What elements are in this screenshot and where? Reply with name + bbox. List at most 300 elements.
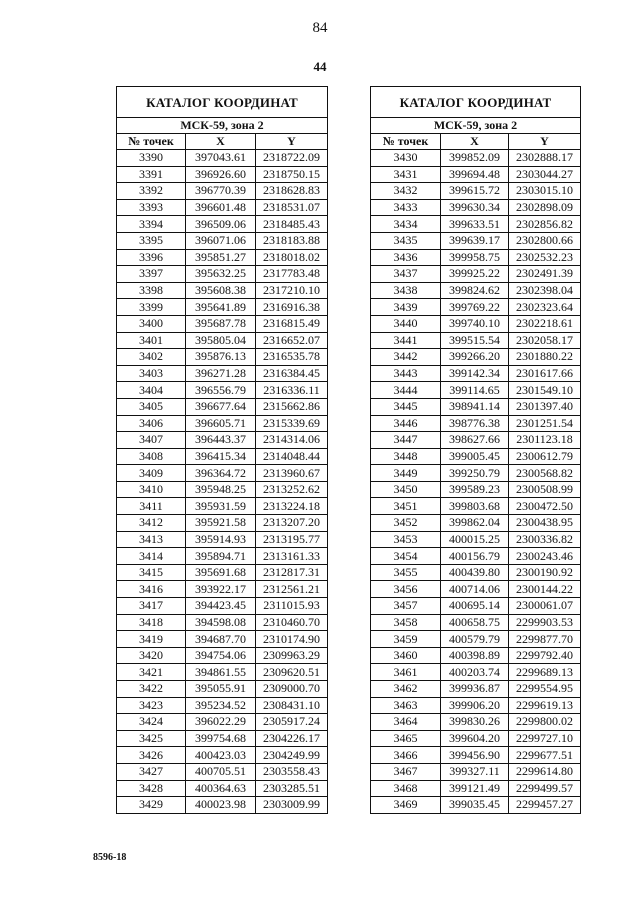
x-coordinate-cell: 399740.10: [441, 315, 509, 332]
y-coordinate-cell: 2300061.07: [509, 598, 581, 615]
point-number-cell: 3465: [371, 730, 441, 747]
point-number-cell: 3452: [371, 515, 441, 532]
x-coordinate-cell: 400423.03: [186, 747, 256, 764]
table-row: [371, 365, 581, 382]
point-number-cell: 3416: [117, 581, 186, 598]
table-row: [371, 614, 581, 631]
y-coordinate-cell: 2302491.39: [509, 266, 581, 283]
table-row: [117, 730, 328, 747]
x-coordinate-cell: 399250.79: [441, 465, 509, 482]
y-coordinate-cell: 2299689.13: [509, 664, 581, 681]
point-number-cell: 3466: [371, 747, 441, 764]
x-coordinate-cell: 395687.78: [186, 315, 256, 332]
y-coordinate-cell: 2300438.95: [509, 515, 581, 532]
y-coordinate-cell: 2315662.86: [256, 398, 328, 415]
point-number-cell: 3456: [371, 581, 441, 598]
point-number-cell: 3445: [371, 398, 441, 415]
x-coordinate-cell: 394687.70: [186, 631, 256, 648]
x-coordinate-cell: 399958.75: [441, 249, 509, 266]
y-coordinate-cell: 2314314.06: [256, 432, 328, 449]
point-number-cell: 3397: [117, 266, 186, 283]
table-row: [117, 183, 328, 200]
point-number-cell: 3420: [117, 647, 186, 664]
y-coordinate-cell: 2313161.33: [256, 548, 328, 565]
point-number-cell: 3446: [371, 415, 441, 432]
table-row: [371, 581, 581, 598]
point-number-cell: 3431: [371, 166, 441, 183]
point-number-cell: 3455: [371, 564, 441, 581]
point-number-cell: 3409: [117, 465, 186, 482]
y-coordinate-cell: 2301251.54: [509, 415, 581, 432]
table-row: [371, 631, 581, 648]
point-number-cell: 3462: [371, 681, 441, 698]
point-number-cell: 3398: [117, 282, 186, 299]
point-number-cell: 3395: [117, 232, 186, 249]
y-coordinate-cell: 2312817.31: [256, 564, 328, 581]
table-row: [371, 465, 581, 482]
table-row: [371, 199, 581, 216]
point-number-cell: 3393: [117, 199, 186, 216]
point-number-cell: 3401: [117, 332, 186, 349]
point-number-cell: 3447: [371, 432, 441, 449]
y-coordinate-cell: 2318183.88: [256, 232, 328, 249]
y-coordinate-cell: 2309000.70: [256, 681, 328, 698]
point-number-cell: 3454: [371, 548, 441, 565]
x-coordinate-cell: 400015.25: [441, 531, 509, 548]
point-number-cell: 3390: [117, 150, 186, 167]
y-coordinate-cell: 2302398.04: [509, 282, 581, 299]
point-number-cell: 3468: [371, 780, 441, 797]
x-coordinate-cell: 396770.39: [186, 183, 256, 200]
table-row: [371, 249, 581, 266]
point-number-cell: 3469: [371, 797, 441, 814]
table-row: [371, 382, 581, 399]
x-coordinate-cell: 399694.48: [441, 166, 509, 183]
point-number-cell: 3460: [371, 647, 441, 664]
x-coordinate-cell: 396022.29: [186, 714, 256, 731]
table-row: [117, 763, 328, 780]
table-row: [117, 714, 328, 731]
point-number-cell: 3423: [117, 697, 186, 714]
x-coordinate-cell: 395805.04: [186, 332, 256, 349]
table-row: [117, 481, 328, 498]
y-coordinate-cell: 2308431.10: [256, 697, 328, 714]
y-coordinate-cell: 2300243.46: [509, 548, 581, 565]
y-coordinate-cell: 2313224.18: [256, 498, 328, 515]
x-coordinate-cell: 395948.25: [186, 481, 256, 498]
x-coordinate-cell: 400398.89: [441, 647, 509, 664]
point-number-cell: 3433: [371, 199, 441, 216]
x-coordinate-cell: 399589.23: [441, 481, 509, 498]
x-coordinate-cell: 399633.51: [441, 216, 509, 233]
y-coordinate-cell: 2316652.07: [256, 332, 328, 349]
x-coordinate-cell: 399142.34: [441, 365, 509, 382]
x-coordinate-cell: 396601.48: [186, 199, 256, 216]
x-coordinate-cell: 398941.14: [441, 398, 509, 415]
x-coordinate-cell: 394598.08: [186, 614, 256, 631]
point-number-cell: 3404: [117, 382, 186, 399]
x-coordinate-cell: 399604.20: [441, 730, 509, 747]
table-row: [117, 166, 328, 183]
y-coordinate-cell: 2299792.40: [509, 647, 581, 664]
y-coordinate-cell: 2302898.09: [509, 199, 581, 216]
point-number-cell: 3415: [117, 564, 186, 581]
table-row: [371, 531, 581, 548]
point-number-cell: 3449: [371, 465, 441, 482]
x-coordinate-cell: 395234.52: [186, 697, 256, 714]
y-coordinate-cell: 2301123.18: [509, 432, 581, 449]
point-number-cell: 3392: [117, 183, 186, 200]
table-row: [117, 797, 328, 814]
table-row: [371, 232, 581, 249]
x-coordinate-cell: 399114.65: [441, 382, 509, 399]
table-row: [371, 415, 581, 432]
table-row: [371, 216, 581, 233]
x-coordinate-cell: 400156.79: [441, 548, 509, 565]
point-number-cell: 3410: [117, 481, 186, 498]
table-row: [117, 365, 328, 382]
table-row: [371, 664, 581, 681]
point-number-cell: 3396: [117, 249, 186, 266]
table-row: [371, 266, 581, 283]
y-coordinate-cell: 2318018.02: [256, 249, 328, 266]
y-coordinate-cell: 2317783.48: [256, 266, 328, 283]
y-coordinate-cell: 2299499.57: [509, 780, 581, 797]
x-coordinate-cell: 395851.27: [186, 249, 256, 266]
catalog-rows: [371, 150, 581, 814]
table-row: [117, 398, 328, 415]
table-row: [117, 531, 328, 548]
column-header-point: № точек: [117, 134, 186, 150]
point-number-cell: 3405: [117, 398, 186, 415]
table-row: [117, 415, 328, 432]
table-row: [117, 614, 328, 631]
x-coordinate-cell: 395691.68: [186, 564, 256, 581]
x-coordinate-cell: 399754.68: [186, 730, 256, 747]
y-coordinate-cell: 2318750.15: [256, 166, 328, 183]
table-row: [371, 282, 581, 299]
x-coordinate-cell: 395641.89: [186, 299, 256, 316]
y-coordinate-cell: 2304226.17: [256, 730, 328, 747]
point-number-cell: 3432: [371, 183, 441, 200]
x-coordinate-cell: 399925.22: [441, 266, 509, 283]
table-row: [371, 332, 581, 349]
y-coordinate-cell: 2303044.27: [509, 166, 581, 183]
table-row: [371, 647, 581, 664]
x-coordinate-cell: 399803.68: [441, 498, 509, 515]
table-row: [117, 681, 328, 698]
table-row: [117, 249, 328, 266]
y-coordinate-cell: 2299619.13: [509, 697, 581, 714]
table-row: [371, 349, 581, 366]
y-coordinate-cell: 2316916.38: [256, 299, 328, 316]
x-coordinate-cell: 393922.17: [186, 581, 256, 598]
point-number-cell: 3453: [371, 531, 441, 548]
x-coordinate-cell: 395914.93: [186, 531, 256, 548]
table-row: [371, 183, 581, 200]
x-coordinate-cell: 396415.34: [186, 448, 256, 465]
table-row: [371, 299, 581, 316]
table-row: [117, 598, 328, 615]
point-number-cell: 3402: [117, 349, 186, 366]
point-number-cell: 3399: [117, 299, 186, 316]
y-coordinate-cell: 2302888.17: [509, 150, 581, 167]
y-coordinate-cell: 2302800.66: [509, 232, 581, 249]
table-row: [117, 432, 328, 449]
point-number-cell: 3464: [371, 714, 441, 731]
x-coordinate-cell: 400203.74: [441, 664, 509, 681]
x-coordinate-cell: 398776.38: [441, 415, 509, 432]
x-coordinate-cell: 400658.75: [441, 614, 509, 631]
x-coordinate-cell: 399639.17: [441, 232, 509, 249]
y-coordinate-cell: 2303015.10: [509, 183, 581, 200]
x-coordinate-cell: 399936.87: [441, 681, 509, 698]
table-row: [371, 498, 581, 515]
y-coordinate-cell: 2302323.64: [509, 299, 581, 316]
table-row: [117, 697, 328, 714]
y-coordinate-cell: 2316384.45: [256, 365, 328, 382]
point-number-cell: 3407: [117, 432, 186, 449]
x-coordinate-cell: 396605.71: [186, 415, 256, 432]
y-coordinate-cell: 2312561.21: [256, 581, 328, 598]
table-row: [117, 299, 328, 316]
table-row: [371, 432, 581, 449]
point-number-cell: 3391: [117, 166, 186, 183]
x-coordinate-cell: 396071.06: [186, 232, 256, 249]
catalog-subtitle: МСК-59, зона 2: [117, 118, 328, 134]
x-coordinate-cell: 396443.37: [186, 432, 256, 449]
y-coordinate-cell: 2303009.99: [256, 797, 328, 814]
x-coordinate-cell: 400439.80: [441, 564, 509, 581]
point-number-cell: 3463: [371, 697, 441, 714]
table-row: [117, 664, 328, 681]
x-coordinate-cell: 399035.45: [441, 797, 509, 814]
y-coordinate-cell: 2301617.66: [509, 365, 581, 382]
x-coordinate-cell: 399852.09: [441, 150, 509, 167]
point-number-cell: 3413: [117, 531, 186, 548]
y-coordinate-cell: 2310460.70: [256, 614, 328, 631]
table-row: [117, 515, 328, 532]
table-row: [371, 763, 581, 780]
y-coordinate-cell: 2318485.43: [256, 216, 328, 233]
x-coordinate-cell: 399824.62: [441, 282, 509, 299]
x-coordinate-cell: 399769.22: [441, 299, 509, 316]
table-row: [117, 747, 328, 764]
y-coordinate-cell: 2304249.99: [256, 747, 328, 764]
x-coordinate-cell: 399615.72: [441, 183, 509, 200]
table-row: [371, 166, 581, 183]
x-coordinate-cell: 400705.51: [186, 763, 256, 780]
x-coordinate-cell: 396509.06: [186, 216, 256, 233]
y-coordinate-cell: 2313207.20: [256, 515, 328, 532]
y-coordinate-cell: 2300144.22: [509, 581, 581, 598]
point-number-cell: 3418: [117, 614, 186, 631]
table-row: [117, 448, 328, 465]
table-row: [371, 780, 581, 797]
point-number-cell: 3438: [371, 282, 441, 299]
point-number-cell: 3421: [117, 664, 186, 681]
point-number-cell: 3441: [371, 332, 441, 349]
y-coordinate-cell: 2310174.90: [256, 631, 328, 648]
y-coordinate-cell: 2302856.82: [509, 216, 581, 233]
point-number-cell: 3419: [117, 631, 186, 648]
table-row: [371, 481, 581, 498]
table-row: [371, 150, 581, 167]
table-row: [371, 448, 581, 465]
point-number-cell: 3451: [371, 498, 441, 515]
table-row: [371, 398, 581, 415]
x-coordinate-cell: 399121.49: [441, 780, 509, 797]
table-row: [117, 266, 328, 283]
table-row: [371, 548, 581, 565]
point-number-cell: 3439: [371, 299, 441, 316]
x-coordinate-cell: 400695.14: [441, 598, 509, 615]
point-number-cell: 3403: [117, 365, 186, 382]
table-row: [371, 598, 581, 615]
table-row: [117, 150, 328, 167]
table-row: [117, 564, 328, 581]
x-coordinate-cell: 395608.38: [186, 282, 256, 299]
table-row: [117, 498, 328, 515]
x-coordinate-cell: 399005.45: [441, 448, 509, 465]
point-number-cell: 3411: [117, 498, 186, 515]
y-coordinate-cell: 2299614.80: [509, 763, 581, 780]
y-coordinate-cell: 2314048.44: [256, 448, 328, 465]
x-coordinate-cell: 400579.79: [441, 631, 509, 648]
point-number-cell: 3424: [117, 714, 186, 731]
x-coordinate-cell: 400023.98: [186, 797, 256, 814]
point-number-cell: 3425: [117, 730, 186, 747]
y-coordinate-cell: 2299800.02: [509, 714, 581, 731]
table-row: [371, 797, 581, 814]
point-number-cell: 3444: [371, 382, 441, 399]
y-coordinate-cell: 2313252.62: [256, 481, 328, 498]
point-number-cell: 3408: [117, 448, 186, 465]
table-row: [371, 714, 581, 731]
x-coordinate-cell: 398627.66: [441, 432, 509, 449]
point-number-cell: 3394: [117, 216, 186, 233]
point-number-cell: 3434: [371, 216, 441, 233]
x-coordinate-cell: 395876.13: [186, 349, 256, 366]
y-coordinate-cell: 2299877.70: [509, 631, 581, 648]
y-coordinate-cell: 2305917.24: [256, 714, 328, 731]
x-coordinate-cell: 396677.64: [186, 398, 256, 415]
x-coordinate-cell: 399630.34: [441, 199, 509, 216]
point-number-cell: 3412: [117, 515, 186, 532]
point-number-cell: 3448: [371, 448, 441, 465]
table-row: [371, 515, 581, 532]
y-coordinate-cell: 2309620.51: [256, 664, 328, 681]
y-coordinate-cell: 2299554.95: [509, 681, 581, 698]
y-coordinate-cell: 2301397.40: [509, 398, 581, 415]
x-coordinate-cell: 395921.58: [186, 515, 256, 532]
table-row: [117, 647, 328, 664]
point-number-cell: 3422: [117, 681, 186, 698]
x-coordinate-cell: 396926.60: [186, 166, 256, 183]
point-number-cell: 3430: [371, 150, 441, 167]
catalog-subtitle: МСК-59, зона 2: [371, 118, 581, 134]
table-row: [117, 232, 328, 249]
x-coordinate-cell: 399862.04: [441, 515, 509, 532]
point-number-cell: 3400: [117, 315, 186, 332]
column-header-x: X: [441, 134, 509, 150]
x-coordinate-cell: 394754.06: [186, 647, 256, 664]
point-number-cell: 3457: [371, 598, 441, 615]
y-coordinate-cell: 2299457.27: [509, 797, 581, 814]
y-coordinate-cell: 2301880.22: [509, 349, 581, 366]
table-row: [117, 315, 328, 332]
y-coordinate-cell: 2300568.82: [509, 465, 581, 482]
y-coordinate-cell: 2300190.92: [509, 564, 581, 581]
page-number-top: 84: [312, 20, 328, 36]
column-header-x: X: [186, 134, 256, 150]
table-row: [371, 747, 581, 764]
y-coordinate-cell: 2313960.67: [256, 465, 328, 482]
x-coordinate-cell: 395055.91: [186, 681, 256, 698]
y-coordinate-cell: 2318722.09: [256, 150, 328, 167]
point-number-cell: 3442: [371, 349, 441, 366]
y-coordinate-cell: 2318531.07: [256, 199, 328, 216]
point-number-cell: 3440: [371, 315, 441, 332]
table-row: [117, 780, 328, 797]
y-coordinate-cell: 2299677.51: [509, 747, 581, 764]
x-coordinate-cell: 399266.20: [441, 349, 509, 366]
y-coordinate-cell: 2302532.23: [509, 249, 581, 266]
table-row: [371, 730, 581, 747]
y-coordinate-cell: 2316815.49: [256, 315, 328, 332]
table-row: [117, 332, 328, 349]
y-coordinate-cell: 2301549.10: [509, 382, 581, 399]
page-number-sub: 44: [313, 59, 327, 74]
y-coordinate-cell: 2316336.11: [256, 382, 328, 399]
x-coordinate-cell: 400714.06: [441, 581, 509, 598]
column-header-point: № точек: [371, 134, 441, 150]
table-row: [371, 697, 581, 714]
table-row: [371, 564, 581, 581]
x-coordinate-cell: 399906.20: [441, 697, 509, 714]
x-coordinate-cell: 399327.11: [441, 763, 509, 780]
point-number-cell: 3437: [371, 266, 441, 283]
x-coordinate-cell: 400364.63: [186, 780, 256, 797]
y-coordinate-cell: 2318628.83: [256, 183, 328, 200]
point-number-cell: 3417: [117, 598, 186, 615]
y-coordinate-cell: 2316535.78: [256, 349, 328, 366]
document-code: 8596-18: [93, 852, 127, 863]
point-number-cell: 3428: [117, 780, 186, 797]
y-coordinate-cell: 2303285.51: [256, 780, 328, 797]
coordinate-catalog-right: [370, 86, 581, 814]
y-coordinate-cell: 2300612.79: [509, 448, 581, 465]
point-number-cell: 3443: [371, 365, 441, 382]
y-coordinate-cell: 2299727.10: [509, 730, 581, 747]
point-number-cell: 3406: [117, 415, 186, 432]
point-number-cell: 3429: [117, 797, 186, 814]
x-coordinate-cell: 399456.90: [441, 747, 509, 764]
y-coordinate-cell: 2317210.10: [256, 282, 328, 299]
y-coordinate-cell: 2309963.29: [256, 647, 328, 664]
table-row: [117, 199, 328, 216]
y-coordinate-cell: 2315339.69: [256, 415, 328, 432]
column-header-y: Y: [509, 134, 581, 150]
x-coordinate-cell: 397043.61: [186, 150, 256, 167]
point-number-cell: 3467: [371, 763, 441, 780]
catalog-title: КАТАЛОГ КООРДИНАТ: [371, 87, 581, 118]
y-coordinate-cell: 2302058.17: [509, 332, 581, 349]
x-coordinate-cell: 395931.59: [186, 498, 256, 515]
y-coordinate-cell: 2303558.43: [256, 763, 328, 780]
point-number-cell: 3426: [117, 747, 186, 764]
x-coordinate-cell: 396271.28: [186, 365, 256, 382]
